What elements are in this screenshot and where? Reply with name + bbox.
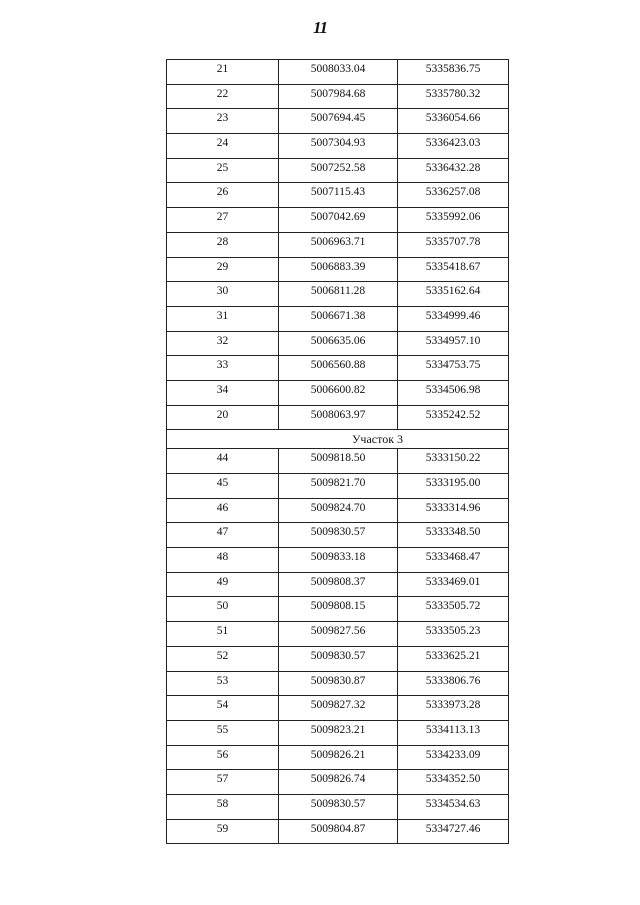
- x-coordinate-cell: 5009826.21: [279, 745, 398, 770]
- point-number-cell: 23: [167, 109, 279, 134]
- x-coordinate-cell: 5009827.56: [279, 622, 398, 647]
- table-row: [167, 183, 509, 208]
- table-row: [167, 597, 509, 622]
- x-coordinate-cell: 5006635.06: [279, 331, 398, 356]
- x-coordinate-cell: 5007042.69: [279, 208, 398, 233]
- y-coordinate-cell: 5333314.96: [398, 498, 509, 523]
- table-row: [167, 572, 509, 597]
- y-coordinate-cell: 5333625.21: [398, 646, 509, 671]
- x-coordinate-cell: 5009833.18: [279, 548, 398, 573]
- section-title: Участок 3: [167, 430, 509, 449]
- table-row: [167, 282, 509, 307]
- y-coordinate-cell: 5333150.22: [398, 449, 509, 474]
- table-row: [167, 257, 509, 282]
- table-row: [167, 474, 509, 499]
- table-row: [167, 60, 509, 85]
- y-coordinate-cell: 5335707.78: [398, 232, 509, 257]
- table-row: [167, 646, 509, 671]
- table-row: [167, 208, 509, 233]
- point-number-cell: 21: [167, 60, 279, 85]
- x-coordinate-cell: 5009830.57: [279, 646, 398, 671]
- point-number-cell: 50: [167, 597, 279, 622]
- table-row: [167, 134, 509, 159]
- table-row: [167, 158, 509, 183]
- table-row: [167, 745, 509, 770]
- point-number-cell: 59: [167, 819, 279, 844]
- y-coordinate-cell: 5335992.06: [398, 208, 509, 233]
- table-row: [167, 109, 509, 134]
- table-row: [167, 720, 509, 745]
- x-coordinate-cell: 5006600.82: [279, 380, 398, 405]
- table-row: [167, 794, 509, 819]
- y-coordinate-cell: 5334999.46: [398, 306, 509, 331]
- point-number-cell: 54: [167, 696, 279, 721]
- x-coordinate-cell: 5009823.21: [279, 720, 398, 745]
- point-number-cell: 52: [167, 646, 279, 671]
- x-coordinate-cell: 5006883.39: [279, 257, 398, 282]
- point-number-cell: 30: [167, 282, 279, 307]
- table-row: [167, 696, 509, 721]
- x-coordinate-cell: 5007694.45: [279, 109, 398, 134]
- table-body-before: [167, 60, 509, 430]
- page-number: 11: [312, 18, 328, 37]
- table-row: [167, 819, 509, 844]
- table-row: [167, 622, 509, 647]
- y-coordinate-cell: 5334233.09: [398, 745, 509, 770]
- x-coordinate-cell: 5008033.04: [279, 60, 398, 85]
- x-coordinate-cell: 5006811.28: [279, 282, 398, 307]
- y-coordinate-cell: 5333806.76: [398, 671, 509, 696]
- x-coordinate-cell: 5009818.50: [279, 449, 398, 474]
- table-row: [167, 548, 509, 573]
- point-number-cell: 33: [167, 356, 279, 381]
- table-row: [167, 405, 509, 430]
- table-row: [167, 380, 509, 405]
- point-number-cell: 29: [167, 257, 279, 282]
- section-header-row: [167, 430, 509, 449]
- y-coordinate-cell: 5336423.03: [398, 134, 509, 159]
- x-coordinate-cell: 5009824.70: [279, 498, 398, 523]
- x-coordinate-cell: 5009830.57: [279, 794, 398, 819]
- x-coordinate-cell: 5008063.97: [279, 405, 398, 430]
- x-coordinate-cell: 5006963.71: [279, 232, 398, 257]
- table-row: [167, 306, 509, 331]
- table-row: [167, 449, 509, 474]
- y-coordinate-cell: 5336257.08: [398, 183, 509, 208]
- point-number-cell: 34: [167, 380, 279, 405]
- point-number-cell: 32: [167, 331, 279, 356]
- y-coordinate-cell: 5335242.52: [398, 405, 509, 430]
- point-number-cell: 57: [167, 770, 279, 795]
- point-number-cell: 24: [167, 134, 279, 159]
- y-coordinate-cell: 5334534.63: [398, 794, 509, 819]
- point-number-cell: 44: [167, 449, 279, 474]
- x-coordinate-cell: 5006671.38: [279, 306, 398, 331]
- x-coordinate-cell: 5009821.70: [279, 474, 398, 499]
- y-coordinate-cell: 5333195.00: [398, 474, 509, 499]
- y-coordinate-cell: 5334352.50: [398, 770, 509, 795]
- y-coordinate-cell: 5336054.66: [398, 109, 509, 134]
- point-number-cell: 51: [167, 622, 279, 647]
- point-number-cell: 46: [167, 498, 279, 523]
- point-number-cell: 27: [167, 208, 279, 233]
- point-number-cell: 28: [167, 232, 279, 257]
- point-number-cell: 45: [167, 474, 279, 499]
- section-header-body: [167, 430, 509, 449]
- y-coordinate-cell: 5335418.67: [398, 257, 509, 282]
- y-coordinate-cell: 5335780.32: [398, 84, 509, 109]
- table-row: [167, 331, 509, 356]
- point-number-cell: 49: [167, 572, 279, 597]
- table-row: [167, 671, 509, 696]
- table-row: [167, 523, 509, 548]
- table-row: [167, 770, 509, 795]
- table-row: [167, 498, 509, 523]
- point-number-cell: 26: [167, 183, 279, 208]
- point-number-cell: 58: [167, 794, 279, 819]
- point-number-cell: 20: [167, 405, 279, 430]
- y-coordinate-cell: 5333468.47: [398, 548, 509, 573]
- point-number-cell: 25: [167, 158, 279, 183]
- point-number-cell: 22: [167, 84, 279, 109]
- y-coordinate-cell: 5333973.28: [398, 696, 509, 721]
- table-row: [167, 84, 509, 109]
- x-coordinate-cell: 5009827.32: [279, 696, 398, 721]
- y-coordinate-cell: 5334727.46: [398, 819, 509, 844]
- coordinates-table: [166, 59, 509, 844]
- point-number-cell: 48: [167, 548, 279, 573]
- point-number-cell: 55: [167, 720, 279, 745]
- x-coordinate-cell: 5009808.15: [279, 597, 398, 622]
- x-coordinate-cell: 5009830.57: [279, 523, 398, 548]
- table-row: [167, 356, 509, 381]
- y-coordinate-cell: 5333469.01: [398, 572, 509, 597]
- y-coordinate-cell: 5334753.75: [398, 356, 509, 381]
- point-number-cell: 56: [167, 745, 279, 770]
- point-number-cell: 47: [167, 523, 279, 548]
- table-body-after: [167, 449, 509, 844]
- x-coordinate-cell: 5007984.68: [279, 84, 398, 109]
- x-coordinate-cell: 5009804.87: [279, 819, 398, 844]
- x-coordinate-cell: 5009830.87: [279, 671, 398, 696]
- x-coordinate-cell: 5007115.43: [279, 183, 398, 208]
- y-coordinate-cell: 5333505.23: [398, 622, 509, 647]
- y-coordinate-cell: 5333505.72: [398, 597, 509, 622]
- y-coordinate-cell: 5334506.98: [398, 380, 509, 405]
- x-coordinate-cell: 5006560.88: [279, 356, 398, 381]
- x-coordinate-cell: 5009826.74: [279, 770, 398, 795]
- y-coordinate-cell: 5334957.10: [398, 331, 509, 356]
- y-coordinate-cell: 5333348.50: [398, 523, 509, 548]
- table-row: [167, 232, 509, 257]
- y-coordinate-cell: 5335836.75: [398, 60, 509, 85]
- y-coordinate-cell: 5335162.64: [398, 282, 509, 307]
- y-coordinate-cell: 5336432.28: [398, 158, 509, 183]
- x-coordinate-cell: 5007252.58: [279, 158, 398, 183]
- x-coordinate-cell: 5009808.37: [279, 572, 398, 597]
- x-coordinate-cell: 5007304.93: [279, 134, 398, 159]
- point-number-cell: 53: [167, 671, 279, 696]
- point-number-cell: 31: [167, 306, 279, 331]
- y-coordinate-cell: 5334113.13: [398, 720, 509, 745]
